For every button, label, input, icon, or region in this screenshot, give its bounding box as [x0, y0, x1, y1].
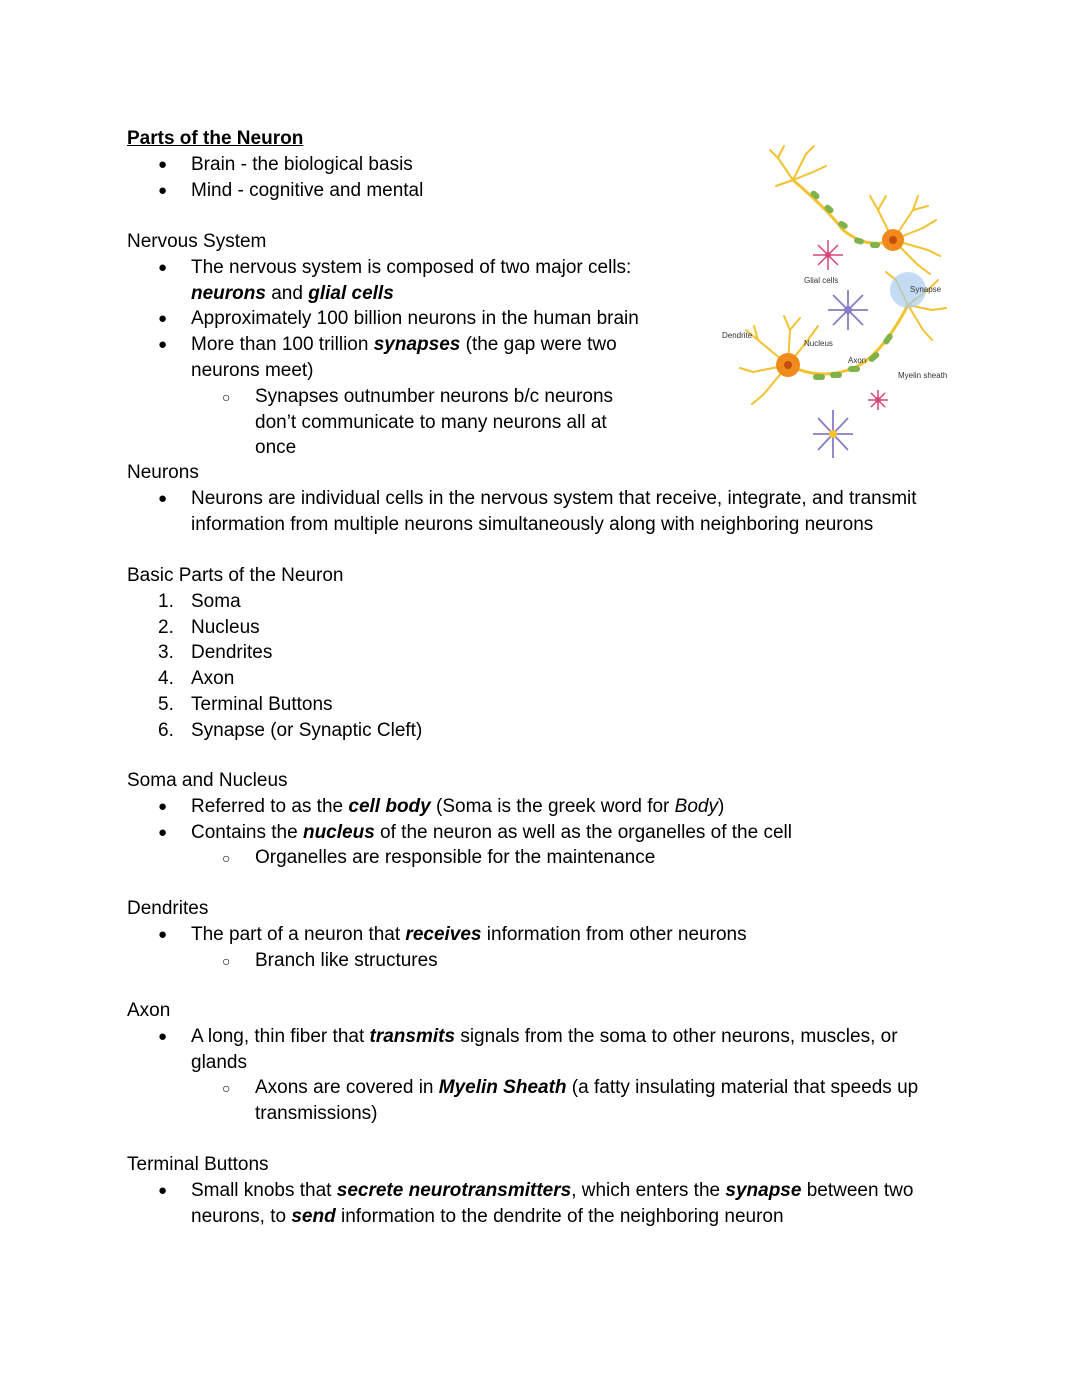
item-label: Synapse (or Synaptic Cleft): [191, 719, 423, 741]
list-item: ● Mind - cognitive and mental: [127, 178, 957, 204]
list-item: [127, 666, 957, 692]
synapses-term: synapses: [373, 334, 461, 356]
neuron-illustration: [740, 146, 946, 458]
sub-list-item: ○ Organelles are responsible for the maintenance: [191, 845, 957, 871]
list-item: [127, 692, 957, 718]
list-item: ● Brain - the biological basis: [127, 152, 957, 178]
neurons-term: neurons: [191, 282, 266, 304]
body-term: Body: [674, 795, 718, 817]
sub-list-item: [191, 1075, 951, 1127]
terminal-buttons-section: [127, 1152, 957, 1229]
page-title: Parts of the Neuron: [127, 128, 304, 149]
send-term: send: [291, 1205, 336, 1227]
section-heading: Basic Parts of the Neuron: [127, 565, 344, 586]
text: and: [265, 282, 309, 304]
text: The part of a neuron that: [191, 923, 406, 945]
axon-label: Axon: [848, 356, 867, 365]
soma-section: [127, 768, 957, 871]
glial-cells-term: glial cells: [308, 282, 394, 304]
list-item: [127, 589, 957, 615]
list-item: ● Neurons are individual cells in the nervous system that receive, integrate, and transmit information from multiple neurons simultaneously along with neighboring neurons: [127, 486, 957, 538]
text: More than 100 trillion: [191, 334, 374, 356]
text: of the neuron as well as the organelles of the cell: [374, 821, 792, 843]
section-heading: Soma and Nucleus: [127, 770, 288, 791]
text: information to the dendrite of the neighboring neuron: [335, 1205, 784, 1227]
dendrites-section: [127, 896, 957, 973]
neuron-diagram: [718, 140, 958, 465]
section-heading: Nervous System: [127, 231, 267, 252]
item-label: Terminal Buttons: [191, 693, 333, 715]
list-item: [127, 1024, 927, 1076]
text: Axons are covered in: [255, 1077, 439, 1099]
text: information from other neurons: [481, 923, 747, 945]
neurons-section: [127, 460, 957, 537]
sub-list-item: ○ Branch like structures: [191, 948, 957, 974]
list-item: [127, 794, 957, 820]
text: ): [717, 795, 725, 817]
text: The nervous system is composed of two major cells:: [191, 256, 632, 278]
text: signals from the soma to other neurons, muscles, or glands: [191, 1025, 898, 1073]
cell-body-term: cell body: [348, 795, 431, 817]
sub-list-item: ○ Synapses outnumber neurons b/c neurons don’t communicate to many neurons all at once: [191, 384, 631, 461]
list-item: ● Approximately 100 billion neurons in the human brain: [127, 306, 687, 332]
text: A long, thin fiber that: [191, 1025, 370, 1047]
item-number: 5.: [158, 693, 174, 715]
text: (the gap were two neurons meet): [191, 334, 617, 381]
list-item: [127, 640, 957, 666]
section-heading: Dendrites: [127, 898, 209, 919]
section-heading: Terminal Buttons: [127, 1154, 269, 1175]
nucleus-term: nucleus: [302, 821, 375, 843]
list-item: [127, 922, 957, 948]
synapse-label: Synapse: [910, 285, 942, 294]
item-label: Nucleus: [191, 616, 260, 638]
list-item: [127, 615, 957, 641]
receives-term: receives: [405, 923, 482, 945]
item-label: Dendrites: [191, 642, 273, 664]
list-item: [127, 820, 957, 846]
item-number: 6.: [158, 719, 174, 741]
item-label: Soma: [191, 590, 241, 612]
axon-section: [127, 998, 957, 1127]
text: , which enters the: [571, 1179, 726, 1201]
list-item: [127, 332, 687, 384]
transmits-term: transmits: [369, 1025, 456, 1047]
item-number: 1.: [158, 590, 174, 612]
text: Referred to as the: [191, 795, 349, 817]
list-item: [127, 255, 687, 307]
synapse-term: synapse: [725, 1179, 802, 1201]
text: (a fatty insulating material that speeds up transmissions): [255, 1077, 919, 1125]
myelin-sheath-term: Myelin Sheath: [438, 1077, 567, 1099]
section-heading: Axon: [127, 1000, 171, 1021]
item-label: Axon: [191, 668, 235, 690]
item-number: 2.: [158, 616, 174, 638]
secrete-neurotransmitters-term: secrete neurotransmitters: [336, 1179, 572, 1201]
nucleus-label: Nucleus: [804, 339, 833, 348]
item-number: 3.: [158, 642, 174, 664]
text: Contains the: [191, 821, 303, 843]
list-item: [127, 718, 957, 744]
text: Small knobs that: [191, 1179, 337, 1201]
glial-cells-label: Glial cells: [804, 276, 839, 285]
section-heading: Neurons: [127, 462, 199, 483]
text: (Soma is the greek word for: [430, 795, 675, 817]
myelin-sheath-label: Myelin sheath: [898, 371, 948, 380]
list-item: [127, 1178, 937, 1230]
dendrite-label: Dendrite: [722, 331, 753, 340]
text: between two neurons, to: [191, 1179, 914, 1227]
basic-parts-section: [127, 563, 957, 744]
item-number: 4.: [158, 668, 174, 690]
